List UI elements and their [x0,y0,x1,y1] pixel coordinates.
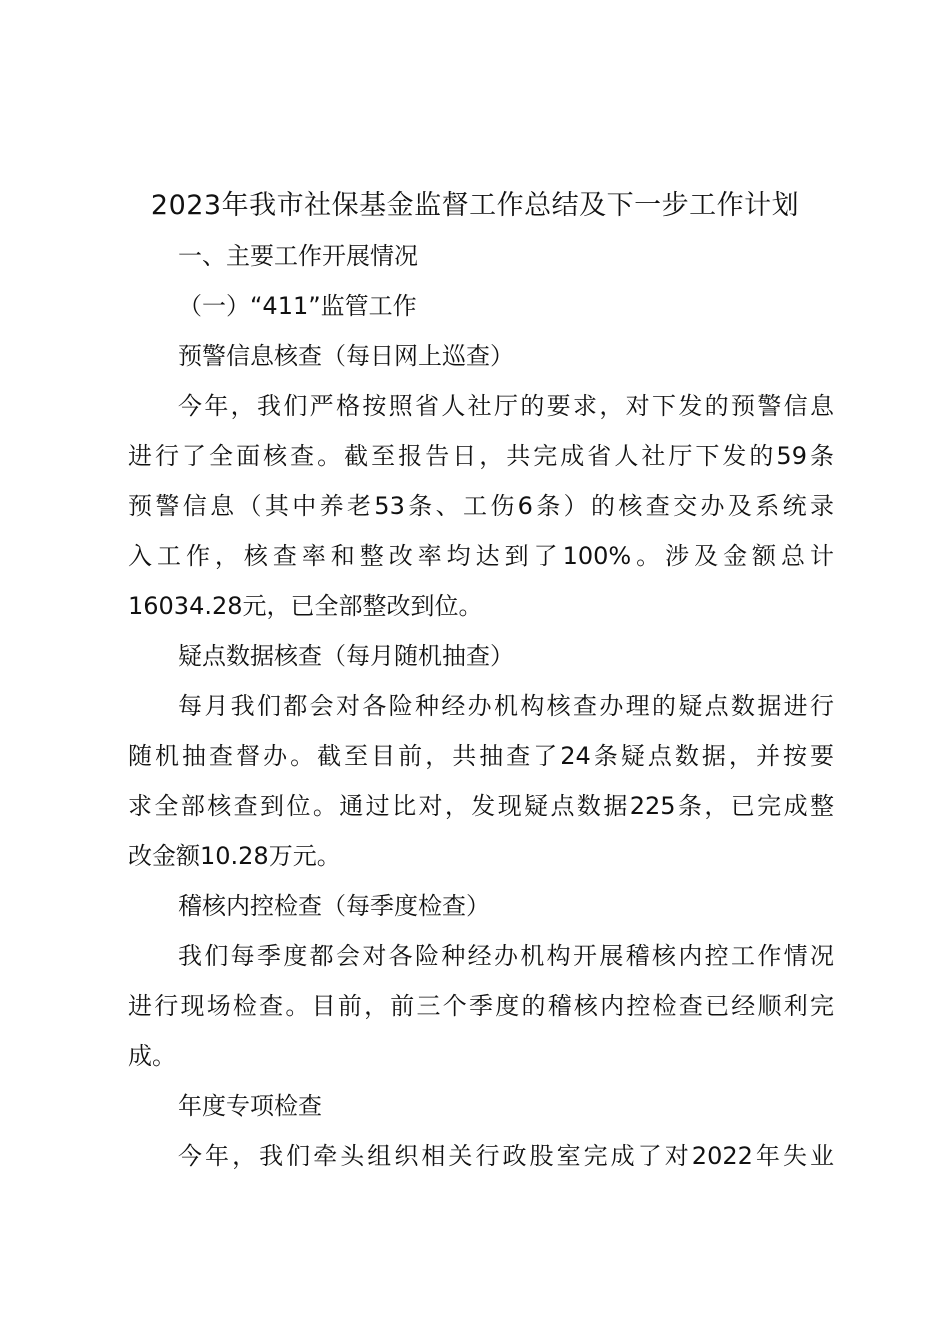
paragraph-line: 16034.28元，已全部整改到位。 [128,592,483,620]
paragraph-line: 每月我们都会对各险种经办机构核查办理的疑点数据进行 [178,692,834,720]
paragraph-line: 成。 [128,1042,176,1070]
paragraph-line: 预警信息（其中养老53条、工伤6条）的核查交办及系统录 [128,492,834,520]
paragraph-line: 求全部核查到位。通过比对，发现疑点数据225条，已完成整 [128,792,834,820]
item-heading: 年度专项检查 [178,1092,322,1120]
item-heading: 疑点数据核查（每月随机抽查） [178,642,514,670]
document-body [128,231,834,1181]
paragraph-line: 入工作，核查率和整改率均达到了100%。涉及金额总计 [128,542,834,570]
paragraph-line: 今年，我们严格按照省人社厅的要求，对下发的预警信息 [178,392,834,420]
paragraph-line: 进行现场检查。目前，前三个季度的稽核内控检查已经顺利完 [128,992,834,1020]
paragraph-line: 今年，我们牵头组织相关行政股室完成了对2022年失业 [178,1142,834,1170]
subsection-heading: （一）“411”监管工作 [178,292,417,320]
document-title: 2023年我市社保基金监督工作总结及下一步工作计划 [150,190,800,221]
item-heading: 稽核内控检查（每季度检查） [178,892,490,920]
section-heading: 一、主要工作开展情况 [178,242,418,270]
paragraph-line: 随机抽查督办。截至目前，共抽查了24条疑点数据，并按要 [128,742,834,770]
paragraph-line: 改金额10.28万元。 [128,842,341,870]
paragraph-line: 我们每季度都会对各险种经办机构开展稽核内控工作情况 [178,942,834,970]
item-heading: 预警信息核查（每日网上巡查） [178,342,514,370]
paragraph-line: 进行了全面核查。截至报告日，共完成省人社厅下发的59条 [128,442,834,470]
